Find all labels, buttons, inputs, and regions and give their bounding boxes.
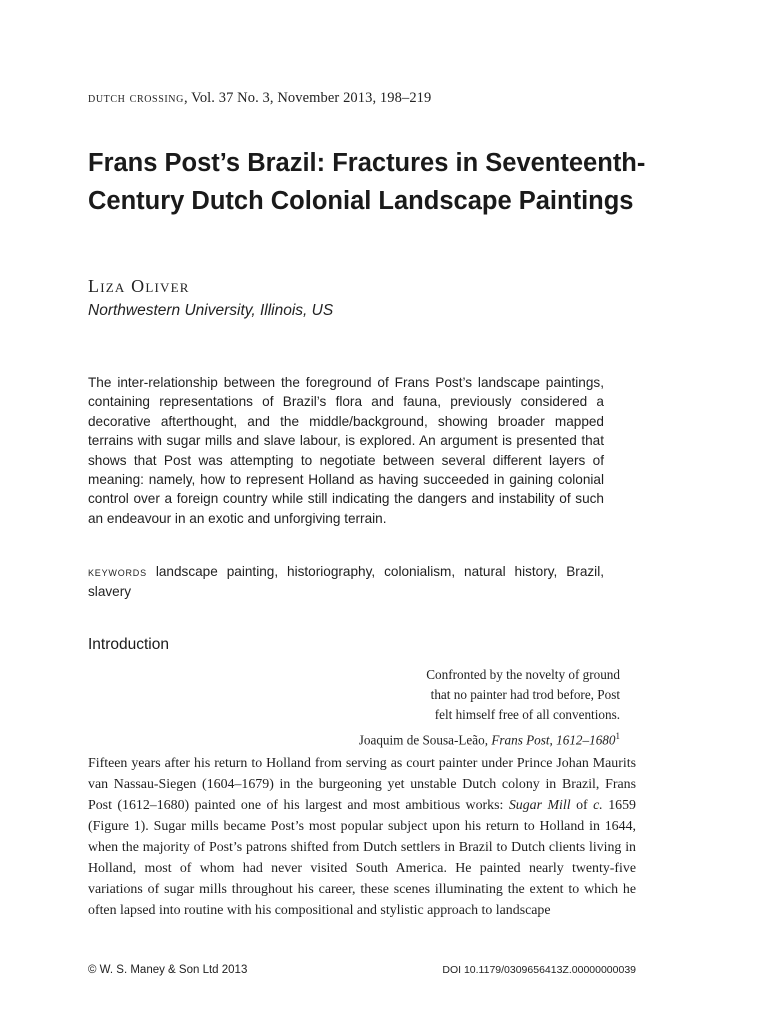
keywords-label: keywords bbox=[88, 565, 147, 579]
footnote-marker[interactable]: 1 bbox=[615, 730, 620, 741]
artwork-title: Sugar Mill bbox=[508, 798, 571, 813]
keywords bbox=[88, 562, 604, 602]
section-heading: Introduction bbox=[88, 636, 169, 653]
attribution-author: Joaquim de Sousa-Leão, bbox=[358, 732, 492, 747]
epigraph-line: that no painter had trod before, Post bbox=[430, 687, 620, 703]
doi[interactable]: DOI 10.1179/0309656413Z.00000000039 bbox=[442, 964, 636, 976]
article-title: Frans Post’s Brazil: Fractures in Seventeenth-Century Dutch Colonial Landscape Paintings bbox=[88, 149, 646, 215]
issue-info: , Vol. 37 No. 3, November 2013, 198–219 bbox=[183, 90, 432, 106]
journal-name: dutch crossing bbox=[88, 90, 184, 106]
circa-abbreviation: c. bbox=[593, 798, 603, 813]
author-name: Liza Oliver bbox=[88, 276, 190, 296]
abstract: The inter-relationship between the foreground of Frans Post’s landscape paintings, containing representations of Brazil’s flora and fauna, previously considered a decorative afterthought, and the middle/background, showing broader mapped terrains with sugar mills and slave labour, is explored. An argument is presented that shows that Post was attempting to negotiate between several different layers of meaning: namely, how to represent Holland as having succeeded in gaining colonial control over a foreign country while still indicating the dangers and instability of such an endeavour in an exotic and unforgiving terrain. bbox=[88, 375, 604, 526]
epigraph-line: felt himself free of all conventions. bbox=[434, 707, 620, 723]
body-text-part: Fifteen years after his return to Holland from serving as court painter under Prince Johan Maurits van Nassau-Siegen (1604–1679) in the burgeoning yet unstable Dutch colony in Brazil, Frans Post (1612–1680) painted one of his largest and most ambitious works: bbox=[88, 756, 636, 813]
epigraph-attribution bbox=[300, 726, 620, 751]
epigraph bbox=[300, 665, 620, 750]
copyright-notice: © W. S. Maney & Son Ltd 2013 bbox=[88, 964, 248, 976]
keywords-list: landscape painting, historiography, colonialism, natural history, Brazil, slavery bbox=[88, 564, 604, 600]
body-paragraph bbox=[88, 753, 636, 921]
body-text-part: of bbox=[570, 798, 594, 813]
body-text-part: 1659 (Figure 1). Sugar mills became Post’s most popular subject upon his return to Holland in 1644, when the majority of Post’s patrons shifted from Dutch settlers in Brazil to Dutch clients living in Holland, most of whom had never visited South America. He painted nearly twenty-five variations of sugar mills throughout his career, these scenes illuminating the extent to which he often lapsed into routine with his compositional and stylistic approach to landscape bbox=[88, 798, 636, 918]
epigraph-line: Confronted by the novelty of ground bbox=[426, 667, 620, 682]
attribution-work: Frans Post, 1612–1680 bbox=[491, 732, 616, 747]
running-head bbox=[88, 90, 431, 107]
author-affiliation: Northwestern University, Illinois, US bbox=[88, 302, 334, 319]
